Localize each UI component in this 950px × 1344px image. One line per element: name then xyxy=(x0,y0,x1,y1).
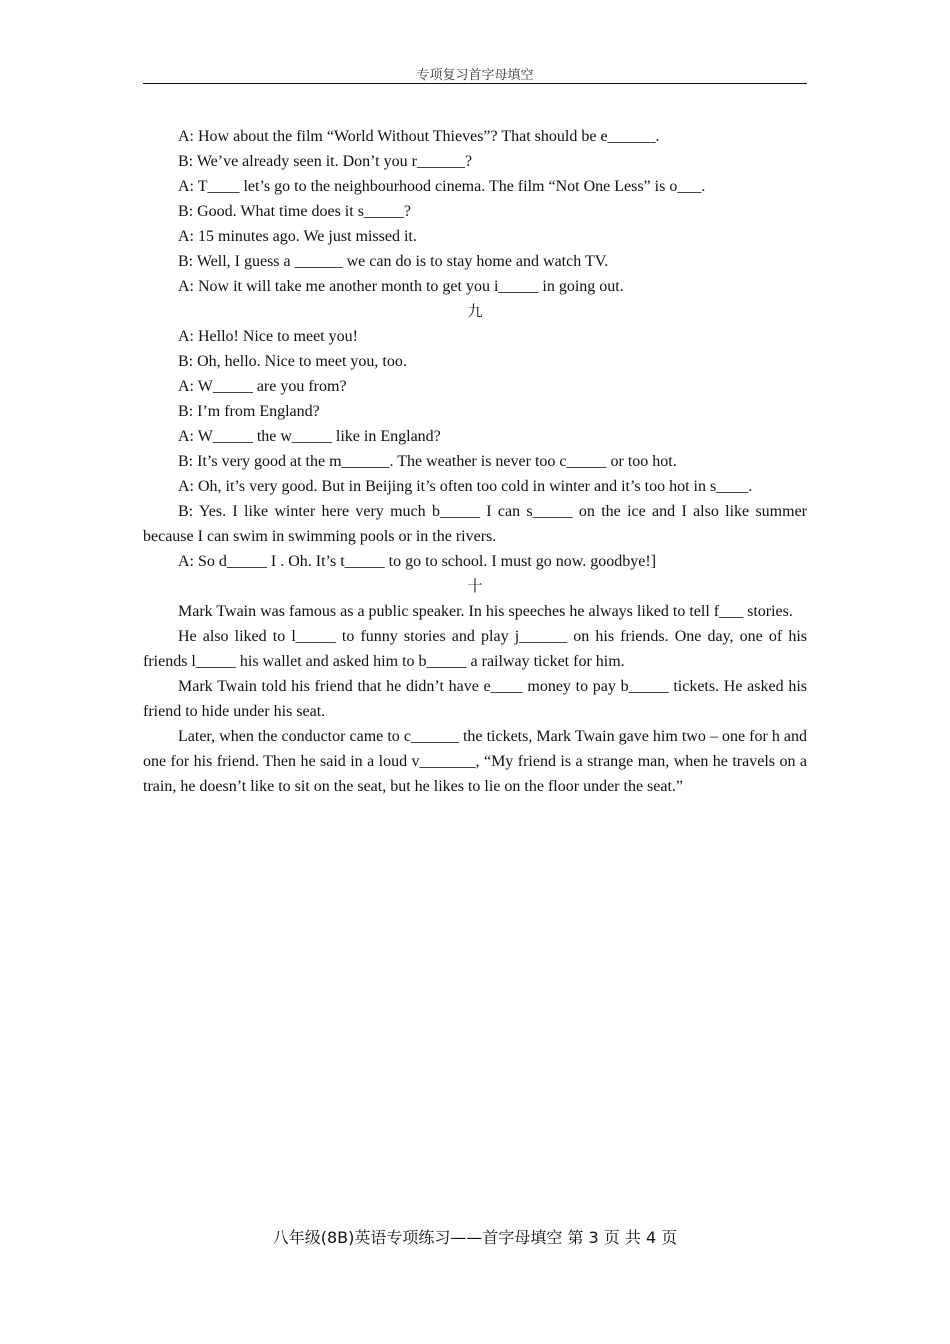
dialogue-line: B: It’s very good at the m______. The weather is never too c_____ or too hot. xyxy=(178,453,677,470)
dialogue-line: B: We’ve already seen it. Don’t you r______? xyxy=(178,153,473,170)
passage-paragraph: He also liked to l_____ to funny stories and play j______ on his friends. One day, one of his friends l_____ his wallet and asked him to b_____ a railway ticket for him. xyxy=(143,628,807,670)
passage-paragraph: Later, when the conductor came to c______ the tickets, Mark Twain gave him two – one for h and one for his friend. Then he said in a loud v_______, “My friend is a strange man, when he travels on a train, he doesn’t like to sit on the seat, but he likes to lie on the floor under the seat.” xyxy=(143,728,807,795)
page-footer: 八年级(8B)英语专项练习——首字母填空 第 3 页 共 4 页 xyxy=(272,1228,678,1247)
passage-paragraph: Mark Twain was famous as a public speaker. In his speeches he always liked to tell f___ stories. xyxy=(178,603,793,620)
dialogue-line: A: 15 minutes ago. We just missed it. xyxy=(178,228,417,245)
dialogue-line: A: Now it will take me another month to get you i_____ in going out. xyxy=(178,278,624,295)
section-heading-9: 九 xyxy=(467,302,483,320)
dialogue-2 xyxy=(143,324,807,574)
dialogue-line: A: T____ let’s go to the neighbourhood cinema. The film “Not One Less” is o___. xyxy=(178,178,706,195)
dialogue-1 xyxy=(143,124,807,299)
dialogue-line: A: W_____ the w_____ like in England? xyxy=(178,428,441,445)
dialogue-line: A: So d_____ I . Oh. It’s t_____ to go to school. I must go now. goodbye!] xyxy=(178,553,657,570)
dialogue-line: B: I’m from England? xyxy=(178,403,320,420)
passage xyxy=(143,599,807,799)
dialogue-line: B: Well, I guess a ______ we can do is to stay home and watch TV. xyxy=(178,253,609,270)
dialogue-line: A: How about the film “World Without Thieves”? That should be e______. xyxy=(178,128,660,145)
dialogue-line: A: Oh, it’s very good. But in Beijing it’s often too cold in winter and it’s too hot in s____. xyxy=(178,478,753,495)
section-heading-10: 十 xyxy=(467,577,483,595)
page-content xyxy=(143,124,807,799)
passage-paragraph: Mark Twain told his friend that he didn’t have e____ money to pay b_____ tickets. He asked his friend to hide under his seat. xyxy=(143,678,807,720)
dialogue-paragraph: B: Yes. I like winter here very much b_____ I can s_____ on the ice and I also like summer because I can swim in swimming pools or in the rivers. xyxy=(143,503,807,545)
dialogue-line: A: Hello! Nice to meet you! xyxy=(178,328,358,345)
dialogue-line: A: W_____ are you from? xyxy=(178,378,347,395)
dialogue-line: B: Oh, hello. Nice to meet you, too. xyxy=(178,353,407,370)
dialogue-line: B: Good. What time does it s_____? xyxy=(178,203,412,220)
page-header: 专项复习首字母填空 xyxy=(416,68,534,83)
header-rule xyxy=(143,83,807,84)
